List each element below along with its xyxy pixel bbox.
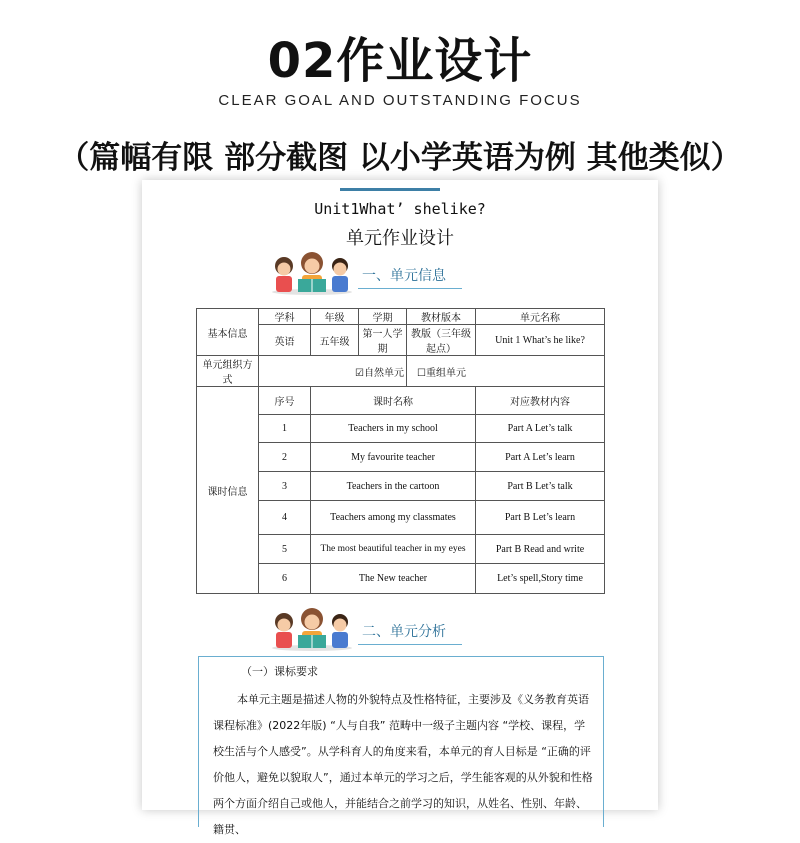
lesson-name: Teachers in my school [311, 415, 476, 443]
lesson-number: 1 [259, 415, 311, 443]
table-row [197, 564, 605, 594]
table-header-cell: 课时名称 [311, 387, 476, 415]
table-row [197, 325, 605, 356]
lesson-content: Let’s spell,Story time [476, 564, 605, 594]
lesson-number: 2 [259, 443, 311, 472]
section-header-unit-info [268, 252, 518, 292]
analysis-paragraph: 本单元主题是描述人物的外貌特点及性格特征，主要涉及《义务教育英语课程标准》(2022年版) “人与自我” 范畴中一级子主题内容 “学校、课程，学校生活与个人感受”。从学科育人的角度来看，本单元的育人目标是 “正确的评价他人，避免以貌取人”，通过本单元的学习之后，学生能客观的从外貌和性格两个方面介绍自己或他人，并能结合之前学习的知识，从姓名、性别、年龄、籍贯、 [213, 693, 593, 836]
basic-info-label: 基本信息 [197, 309, 259, 356]
lesson-number: 5 [259, 535, 311, 564]
table-row [197, 309, 605, 325]
lesson-number: 6 [259, 564, 311, 594]
title-accent-bar [340, 188, 440, 191]
table-row [197, 501, 605, 535]
table-cell: 教版（三年级起点） [407, 325, 476, 356]
org-label: 单元组织方式 [197, 356, 259, 387]
table-cell: 五年级 [311, 325, 359, 356]
section-label: 二、单元分析 [358, 620, 462, 645]
table-row [197, 415, 605, 443]
page-note: （篇幅有限 部分截图 以小学英语为例 其他类似） [58, 140, 742, 176]
table-header-cell: 学期 [359, 309, 407, 325]
children-reading-icon [268, 252, 356, 296]
document-preview [142, 180, 658, 836]
lesson-content: Part B Let’s talk [476, 472, 605, 501]
lesson-name: Teachers in the cartoon [311, 472, 476, 501]
lesson-content: Part A Let’s learn [476, 443, 605, 472]
table-header-cell: 学科 [259, 309, 311, 325]
table-row [197, 472, 605, 501]
page-subtitle: CLEAR GOAL AND OUTSTANDING FOCUS [218, 92, 582, 109]
table-row [197, 387, 605, 415]
children-reading-icon [268, 608, 356, 652]
table-row [197, 535, 605, 564]
lesson-content: Part B Read and write [476, 535, 605, 564]
table-cell: Unit 1 What’s he like? [476, 325, 605, 356]
analysis-box [198, 656, 604, 836]
analysis-heading: （一）课标要求 [241, 665, 318, 678]
table-header-cell: 单元名称 [476, 309, 605, 325]
lesson-name: The most beautiful teacher in my eyes [311, 535, 476, 564]
natural-unit-option: ☑自然单元 [259, 356, 407, 387]
table-header-cell: 序号 [259, 387, 311, 415]
table-cell: 第一人学期 [359, 325, 407, 356]
lesson-name: Teachers among my classmates [311, 501, 476, 535]
lesson-name: The New teacher [311, 564, 476, 594]
table-header-cell: 教材版本 [407, 309, 476, 325]
table-header-cell: 年级 [311, 309, 359, 325]
table-cell: 英语 [259, 325, 311, 356]
regrouped-unit-option: ☐重组单元 [407, 356, 605, 387]
lesson-info-label: 课时信息 [197, 387, 259, 594]
table-row [197, 443, 605, 472]
lesson-number: 4 [259, 501, 311, 535]
lesson-content: Part A Let’s talk [476, 415, 605, 443]
table-header-cell: 对应教材内容 [476, 387, 605, 415]
section-header-unit-analysis [268, 608, 518, 648]
lesson-content: Part B Let’s learn [476, 501, 605, 535]
lesson-number: 3 [259, 472, 311, 501]
section-label: 一、单元信息 [358, 264, 462, 289]
table-row [197, 356, 605, 387]
page-title: 02作业设计 [267, 33, 533, 89]
document-title-en: Unit1What’ shelike? [314, 200, 486, 218]
document-title-cn: 单元作业设计 [346, 228, 454, 249]
unit-info-table [196, 308, 605, 594]
lesson-name: My favourite teacher [311, 443, 476, 472]
